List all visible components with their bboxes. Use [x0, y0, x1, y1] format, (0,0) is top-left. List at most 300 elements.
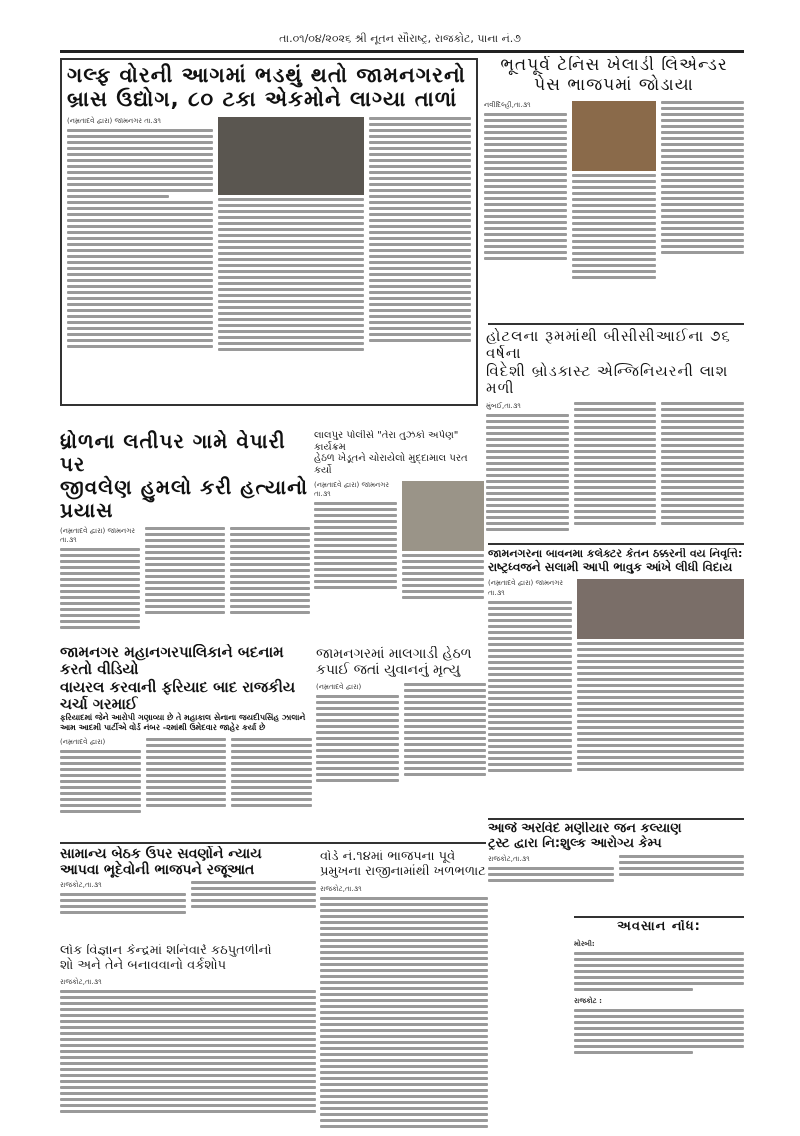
body-text-line	[60, 1062, 316, 1065]
body-text-line	[218, 204, 364, 207]
body-text-line	[369, 177, 471, 180]
body-text-line	[218, 288, 364, 291]
body-text-line	[218, 228, 364, 231]
body-text-line	[488, 763, 572, 766]
dateline: રાજકોટ,તા.૩૧	[488, 854, 530, 863]
body-text-line	[316, 773, 399, 776]
body-text-line	[230, 551, 310, 554]
body-text-line	[60, 804, 141, 807]
body-text-line	[369, 117, 471, 120]
article-bcci	[486, 328, 744, 540]
body-text-line	[488, 601, 572, 604]
headline: વાયરલ કરવાની ફરિયાદ બાદ રાજકીય ચર્ચા ગરમાઈ	[60, 677, 296, 713]
body-text-line	[488, 655, 572, 658]
body-text-line	[60, 780, 141, 783]
body-text-line	[60, 560, 140, 563]
body-text-line	[574, 1039, 744, 1042]
body-text-line	[661, 522, 744, 525]
body-text-line	[402, 554, 485, 557]
headline: રાષ્ટ્રધ્વજને સલામી આપી ભાવુક આંખે લીધી વિદાય	[488, 559, 733, 574]
body-text-line	[60, 620, 140, 623]
body-text-line	[661, 486, 744, 489]
body-text-line	[572, 210, 655, 213]
article-dhrol	[60, 430, 310, 630]
body-text-line	[320, 1065, 488, 1068]
body-text-line	[661, 480, 744, 483]
body-text-line	[316, 779, 399, 782]
body-text-line	[577, 654, 744, 657]
body-text-line	[486, 480, 569, 483]
headline: પ્રમુખના રાજીનામાંથી ખળભળાટ	[320, 863, 486, 879]
body-text-line	[67, 255, 213, 258]
body-text-line	[369, 183, 471, 186]
body-text-line	[661, 197, 744, 200]
body-text-line	[574, 522, 657, 525]
body-text-line	[145, 575, 225, 578]
body-text-line	[661, 227, 744, 230]
body-text-line	[577, 714, 744, 717]
body-text-line	[316, 737, 399, 740]
body-text-line	[486, 426, 569, 429]
dateline: (નમ્રતાદવે દ્વારા)	[316, 683, 362, 692]
body-text-line	[67, 195, 169, 198]
body-text-line	[484, 245, 567, 248]
body-text-line	[486, 510, 569, 513]
body-text-line	[231, 792, 312, 795]
body-text-line	[67, 153, 213, 156]
body-text-line	[320, 1005, 488, 1008]
body-text-line	[484, 197, 567, 200]
body-text-line	[661, 119, 744, 122]
body-text-line	[488, 667, 572, 670]
body-text-line	[488, 715, 572, 718]
body-text-line	[369, 225, 471, 228]
body-text-line	[577, 702, 744, 705]
body-text-line	[486, 492, 569, 495]
body-text-line	[60, 905, 186, 908]
body-text-line	[230, 557, 310, 560]
body-text-line	[191, 893, 317, 896]
body-text-line	[320, 1083, 488, 1086]
body-text-line	[661, 107, 744, 110]
body-text-line	[67, 183, 213, 186]
body-text-line	[369, 129, 471, 132]
body-text-line	[314, 514, 397, 517]
body-text-line	[574, 438, 657, 441]
body-text-line	[619, 873, 745, 876]
body-text-line	[661, 456, 744, 459]
body-text-line	[60, 762, 141, 765]
body-text-line	[572, 180, 655, 183]
body-text-line	[574, 970, 744, 973]
body-text-line	[145, 563, 225, 566]
body-text-line	[146, 762, 227, 765]
body-text-line	[488, 733, 572, 736]
body-text-line	[60, 1026, 316, 1029]
body-text-line	[145, 533, 225, 536]
body-text-line	[486, 474, 569, 477]
body-text-line	[145, 605, 225, 608]
body-text-line	[60, 614, 140, 617]
body-text-line	[316, 719, 399, 722]
body-text-line	[404, 767, 487, 770]
masthead: તા.૦૧/૦૪/૨૦૨૬ શ્રી નૂતન સૌરાષ્ટ્ર, રાજકોટ, પાના નં.૭	[279, 32, 521, 45]
body-text-line	[218, 282, 364, 285]
body-text-line	[661, 149, 744, 152]
body-text-line	[661, 420, 744, 423]
body-text-line	[619, 867, 745, 870]
body-text-line	[145, 587, 225, 590]
headline: આજે અરવિંદ મણીયાર જન કલ્યાણ	[488, 822, 682, 836]
body-text-line	[320, 927, 488, 930]
body-text-line	[320, 939, 488, 942]
body-text-line	[402, 572, 485, 575]
body-text-line	[218, 264, 364, 267]
body-text-line	[404, 749, 487, 752]
body-text-line	[60, 602, 140, 605]
body-text-line	[218, 312, 364, 315]
body-text-line	[67, 315, 213, 318]
body-text-line	[67, 231, 213, 234]
body-text-line	[661, 245, 744, 248]
body-text-line	[231, 804, 312, 807]
body-text-line	[574, 474, 657, 477]
body-text-line	[60, 1020, 316, 1023]
body-text-line	[484, 215, 567, 218]
body-text-line	[60, 1056, 316, 1059]
body-text-line	[146, 780, 227, 783]
dateline: (નમ્રતાદવે દ્વારા) જામનગર તા.૩૧	[314, 481, 389, 499]
body-text-line	[404, 755, 487, 758]
headline: ગલ્ફ વોરની આગમાં ભડથું થતો જામનગરનો	[67, 63, 466, 87]
body-text-line	[661, 191, 744, 194]
body-text-line	[572, 174, 655, 177]
body-text-line	[218, 348, 364, 351]
body-text-line	[661, 131, 744, 134]
body-text-line	[369, 339, 471, 342]
body-text-line	[486, 456, 569, 459]
body-text-line	[316, 749, 399, 752]
body-text-line	[60, 798, 141, 801]
body-text-line	[146, 798, 227, 801]
body-text-line	[572, 246, 655, 249]
body-text-line	[320, 1041, 488, 1044]
body-text-line	[488, 673, 572, 676]
body-text-line	[404, 683, 487, 686]
body-text-line	[191, 881, 317, 884]
body-text-line	[218, 222, 364, 225]
body-text-line	[230, 605, 310, 608]
body-text-line	[661, 155, 744, 158]
body-text-line	[661, 402, 744, 405]
body-text-line	[488, 769, 572, 772]
body-text-line	[218, 246, 364, 249]
body-text-line	[577, 762, 744, 765]
body-text-line	[402, 566, 485, 569]
body-text-line	[369, 195, 471, 198]
divider	[574, 916, 744, 918]
body-text-line	[231, 786, 312, 789]
body-text-line	[230, 575, 310, 578]
body-text-line	[619, 855, 745, 858]
body-text-line	[60, 893, 186, 896]
body-text-line	[661, 161, 744, 164]
body-text-line	[402, 584, 485, 587]
body-text-line	[320, 1023, 488, 1026]
body-text-line	[218, 252, 364, 255]
body-text-line	[231, 780, 312, 783]
body-text-line	[231, 774, 312, 777]
body-text-line	[486, 528, 569, 531]
body-text-line	[320, 1047, 488, 1050]
headline: હેઠળ ખેડૂતને ચોરાયેલો મુદ્દામાલ પરત કર્યો	[314, 453, 468, 476]
body-text-line	[484, 233, 567, 236]
body-text-line	[320, 1119, 488, 1122]
body-text-line	[572, 192, 655, 195]
photo-collector-farewell	[577, 579, 744, 639]
body-text-line	[369, 309, 471, 312]
body-text-line	[60, 750, 141, 753]
body-text-line	[574, 420, 657, 423]
body-text-line	[661, 101, 744, 104]
body-text-line	[574, 952, 744, 955]
body-text-line	[67, 207, 213, 210]
body-text-line	[316, 731, 399, 734]
body-text-line	[314, 526, 397, 529]
body-text-line	[67, 171, 213, 174]
body-text-line	[145, 599, 225, 602]
body-text-line	[577, 690, 744, 693]
body-text-line	[577, 768, 744, 771]
body-text-line	[67, 177, 213, 180]
body-text-line	[67, 333, 213, 336]
body-text-line	[484, 227, 567, 230]
body-text-line	[67, 327, 213, 330]
body-text-line	[488, 631, 572, 634]
headline: લાલપુર પોલીસે "તેરા તુઝકો અર્પણ" કાર્યક્રમ	[314, 430, 459, 453]
body-text-line	[60, 1074, 316, 1077]
body-text-line	[230, 545, 310, 548]
headline: લોક વિજ્ઞાન કેન્દ્રમાં શનિવારે કઠપુતળીનો	[60, 944, 272, 958]
body-text-line	[316, 707, 399, 710]
body-text-line	[67, 339, 213, 342]
body-text-line	[191, 887, 317, 890]
body-text-line	[60, 990, 316, 993]
body-text-line	[67, 147, 213, 150]
body-text-line	[404, 701, 487, 704]
body-text-line	[488, 721, 572, 724]
body-text-line	[484, 257, 567, 260]
body-text-line	[661, 215, 744, 218]
body-text-line	[230, 539, 310, 542]
headline: વોર્ડ નં.૧૪માં ભાજપના પૂર્વ	[320, 850, 456, 864]
obituary-title: અવસાન નોંધ:	[617, 920, 701, 934]
body-text-line	[486, 432, 569, 435]
body-text-line	[314, 580, 397, 583]
body-text-line	[486, 462, 569, 465]
body-text-line	[574, 480, 657, 483]
headline: હોટલના રૂમમાંથી બીસીસીઆઈના ૭૬ વર્ષના	[486, 328, 731, 363]
body-text-line	[230, 599, 310, 602]
body-text-line	[60, 1104, 316, 1107]
body-text-line	[484, 185, 567, 188]
body-text-line	[572, 222, 655, 225]
body-text-line	[488, 697, 572, 700]
body-text-line	[60, 608, 140, 611]
body-text-line	[484, 209, 567, 212]
body-text-line	[320, 975, 488, 978]
body-text-line	[574, 964, 744, 967]
headline: વિદેશી બ્રોડકાસ્ટ એન્જિનિયરની લાશ મળી	[486, 361, 729, 397]
body-text-line	[145, 569, 225, 572]
body-text-line	[314, 556, 397, 559]
body-text-line	[231, 756, 312, 759]
body-text-line	[661, 510, 744, 513]
body-text-line	[320, 987, 488, 990]
headline: જીવલેણ હુમલો કરી હત્યાનો પ્રયાસ	[60, 475, 309, 522]
body-text-line	[320, 999, 488, 1002]
body-text-line	[60, 1032, 316, 1035]
body-text-line	[577, 708, 744, 711]
body-text-line	[484, 149, 567, 152]
body-text-line	[572, 258, 655, 261]
body-text-line	[404, 707, 487, 710]
body-text-line	[661, 179, 744, 182]
body-text-line	[146, 768, 227, 771]
article-train	[316, 646, 486, 842]
body-text-line	[402, 578, 485, 581]
body-text-line	[218, 210, 364, 213]
body-text-line	[320, 945, 488, 948]
body-text-line	[67, 141, 213, 144]
body-text-line	[316, 755, 399, 758]
body-text-line	[145, 545, 225, 548]
body-text-line	[320, 915, 488, 918]
dateline: રાજકોટ,તા.૩૧	[60, 977, 102, 986]
body-text-line	[488, 873, 614, 876]
body-text-line	[661, 432, 744, 435]
body-text-line	[574, 504, 657, 507]
body-text-line	[572, 234, 655, 237]
body-text-line	[572, 252, 655, 255]
body-text-line	[486, 468, 569, 471]
body-text-line	[574, 414, 657, 417]
body-text-line	[574, 1051, 693, 1054]
body-text-line	[369, 171, 471, 174]
body-text-line	[145, 539, 225, 542]
body-text-line	[369, 243, 471, 246]
body-text-line	[484, 143, 567, 146]
body-text-line	[661, 462, 744, 465]
body-text-line	[661, 221, 744, 224]
body-text-line	[218, 216, 364, 219]
body-text-line	[369, 207, 471, 210]
body-text-line	[218, 342, 364, 345]
body-text-line	[661, 185, 744, 188]
body-text-line	[661, 173, 744, 176]
body-text-line	[218, 276, 364, 279]
body-text-line	[60, 1008, 316, 1011]
body-text-line	[661, 414, 744, 417]
body-text-line	[369, 231, 471, 234]
body-text-line	[316, 743, 399, 746]
body-text-line	[369, 279, 471, 282]
body-text-line	[661, 137, 744, 140]
body-text-line	[320, 1089, 488, 1092]
body-text-line	[486, 516, 569, 519]
body-text-line	[488, 745, 572, 748]
body-text-line	[574, 1021, 744, 1024]
article-brass	[60, 58, 478, 406]
body-text-line	[60, 584, 140, 587]
article-puppet	[60, 944, 316, 1136]
body-text-line	[320, 903, 488, 906]
body-text-line	[67, 159, 213, 162]
body-text-line	[484, 161, 567, 164]
body-text-line	[488, 691, 572, 694]
article-video	[60, 644, 312, 840]
body-text-line	[67, 261, 213, 264]
body-text-line	[574, 516, 657, 519]
body-text-line	[577, 738, 744, 741]
body-text-line	[67, 249, 213, 252]
body-text-line	[316, 695, 399, 698]
body-text-line	[661, 492, 744, 495]
body-text-line	[218, 198, 364, 201]
divider	[488, 323, 744, 325]
body-text-line	[218, 324, 364, 327]
body-text-line	[369, 165, 471, 168]
body-text-line	[661, 468, 744, 471]
body-text-line	[574, 1015, 744, 1018]
body-text-line	[577, 756, 744, 759]
body-text-line	[320, 1011, 488, 1014]
body-text-line	[191, 899, 317, 902]
body-text-line	[146, 750, 227, 753]
body-text-line	[484, 131, 567, 134]
body-text-line	[67, 309, 213, 312]
body-text-line	[574, 462, 657, 465]
body-text-line	[60, 810, 141, 813]
body-text-line	[320, 963, 488, 966]
body-text-line	[661, 251, 744, 254]
body-text-line	[369, 291, 471, 294]
headline: ભૂતપૂર્વ ટેનિસ ખેલાડી લિએન્ડર	[500, 56, 728, 75]
body-text-line	[314, 532, 397, 535]
body-text-line	[488, 727, 572, 730]
headline: પેસ ભાજપમાં જોડાયા	[534, 74, 694, 95]
body-text-line	[320, 1101, 488, 1104]
body-text-line	[404, 713, 487, 716]
body-text-line	[369, 219, 471, 222]
body-text-line	[60, 1080, 316, 1083]
body-text-line	[218, 294, 364, 297]
body-text-line	[60, 626, 140, 629]
body-text-line	[320, 921, 488, 924]
headline: સામાન્ય બેઠક ઉપર સવર્ણોને ન્યાય	[60, 846, 262, 862]
body-text-line	[404, 773, 487, 776]
body-text-line	[488, 661, 572, 664]
dateline: (નમ્રતાદવે દ્વારા) જામનગર તા.૩૧	[488, 579, 563, 597]
body-text-line	[67, 291, 213, 294]
body-text-line	[230, 581, 310, 584]
body-text-line	[369, 285, 471, 288]
body-text-line	[67, 297, 213, 300]
body-text-line	[320, 969, 488, 972]
body-text-line	[572, 216, 655, 219]
body-text-line	[191, 905, 317, 908]
body-text-line	[320, 897, 488, 900]
